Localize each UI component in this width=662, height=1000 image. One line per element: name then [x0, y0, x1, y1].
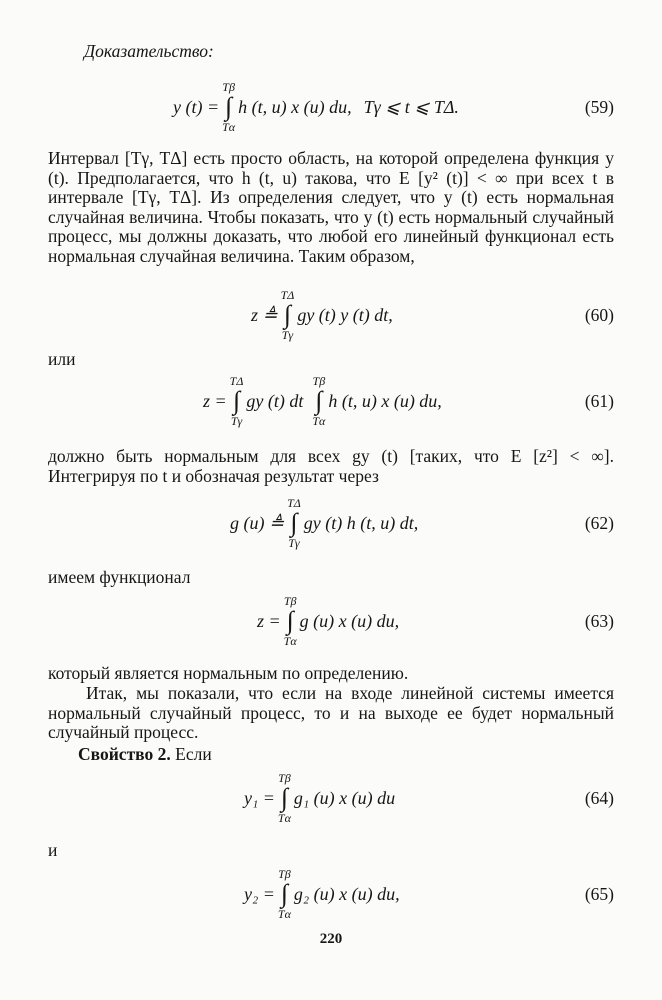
integrand: g₁ (u) x (u) du — [293, 787, 396, 808]
equation-64 — [48, 763, 614, 833]
integral-symbol: ∫ — [280, 783, 288, 812]
equation-60 — [48, 280, 614, 350]
integral-sign — [222, 81, 235, 133]
property-label: Свойство 2. — [78, 744, 171, 764]
lower-limit: Tγ — [230, 414, 243, 428]
integral-symbol: ∫ — [280, 879, 288, 908]
page-number: 220 — [319, 931, 343, 947]
upper-limit: Tβ — [283, 594, 297, 608]
upper-limit: Tβ — [278, 771, 291, 785]
integral-sign — [287, 497, 301, 549]
equation-60-body — [251, 280, 393, 350]
paragraph: должно быть нормальным для всех gy (t) [таких, что E [z²] < ∞]. Интегрируя по t и обозначая результат через — [48, 446, 614, 486]
equation-lhs: y (t) = — [173, 96, 220, 117]
equation-65 — [48, 859, 614, 929]
integral-sign — [278, 868, 291, 920]
integral-sign — [230, 375, 244, 427]
paragraph: Интервал [Tγ, TΔ] есть просто область, на которой определена функция y (t). Предполагается, что h (t, u) такова, что E [y² (t)] < ∞ при всех t в интервале [Tγ, TΔ]. Из определения следует, что y (t) есть нормальная случайная величина. Чтобы показать, что y (t) есть нормальный случайный процесс, мы должны доказать, что любой его линейный функционал есть нормальная случайная величина. Таким образом, — [48, 148, 614, 266]
equation-lhs: z = — [203, 390, 227, 411]
property-text: Если — [175, 744, 212, 764]
proof-heading: Доказательство: — [84, 41, 214, 61]
paragraph: который является нормальным по определению. — [48, 663, 409, 683]
integrand: h (t, u) x (u) du, — [238, 96, 352, 117]
integral-sign — [281, 289, 295, 341]
equation-61 — [48, 366, 614, 436]
lower-limit: Tγ — [288, 536, 300, 550]
equation-lhs: g (u) ≜ — [230, 512, 285, 533]
equation-number: (65) — [584, 883, 614, 904]
integral-sign — [284, 595, 297, 647]
property-statement — [78, 745, 378, 765]
integral-sign — [278, 772, 291, 824]
upper-limit: TΔ — [280, 288, 295, 302]
lower-limit: Tγ — [281, 328, 294, 342]
paragraph: имеем функционал — [48, 567, 191, 587]
equation-lhs: z ≜ — [251, 304, 278, 325]
equation-number: (60) — [584, 304, 614, 325]
lower-limit: Tα — [222, 120, 236, 134]
paragraph: и — [48, 840, 58, 860]
lower-limit: Tα — [283, 634, 297, 648]
lower-limit: Tα — [277, 907, 291, 921]
equation-lhs: y₁ = — [244, 787, 275, 808]
integrand: gy (t) y (t) dt, — [297, 304, 393, 325]
upper-limit: TΔ — [229, 374, 244, 388]
equation-61-body — [203, 366, 442, 436]
equation-number: (59) — [584, 96, 614, 117]
integral-symbol: ∫ — [232, 386, 241, 415]
equation-63 — [48, 586, 614, 656]
integral-symbol: ∫ — [290, 508, 298, 537]
upper-limit: TΔ — [287, 496, 301, 510]
integral-symbol: ∫ — [283, 300, 292, 329]
upper-limit: Tβ — [222, 80, 235, 94]
equation-65-body — [244, 859, 400, 929]
equation-62 — [48, 488, 614, 558]
integrand: g₂ (u) x (u) du, — [293, 883, 400, 904]
equation-number: (61) — [584, 390, 614, 411]
integral-symbol: ∫ — [286, 606, 294, 635]
equation-number: (62) — [584, 512, 614, 533]
equation-59 — [48, 72, 614, 142]
integral-symbol: ∫ — [315, 386, 323, 415]
upper-limit: Tβ — [278, 867, 291, 881]
equation-63-body — [257, 586, 399, 656]
equation-62-body — [230, 488, 418, 558]
paragraph: или — [48, 349, 76, 369]
integral-symbol: ∫ — [225, 92, 233, 121]
equation-number: (63) — [584, 610, 614, 631]
integral-sign — [312, 375, 325, 427]
equation-lhs: y₂ = — [244, 883, 275, 904]
integrand: gy (t) h (t, u) dt, — [303, 512, 419, 533]
lower-limit: Tα — [312, 414, 326, 428]
equation-number: (64) — [584, 787, 614, 808]
integrand: gy (t) dt — [246, 390, 304, 411]
equation-condition: Tγ ⩽ t ⩽ TΔ. — [363, 96, 459, 117]
equation-lhs: z = — [257, 610, 281, 631]
paragraph: Итак, мы показали, что если на входе линейной системы имеется нормальный случайный процесс, то и на выходе ее будет нормальный случайный процесс. — [48, 683, 614, 742]
integrand: h (t, u) x (u) du, — [328, 390, 442, 411]
equation-59-body — [173, 72, 459, 142]
upper-limit: Tβ — [312, 374, 326, 388]
integrand: g (u) x (u) du, — [299, 610, 400, 631]
lower-limit: Tα — [277, 811, 291, 825]
equation-64-body — [244, 763, 395, 833]
